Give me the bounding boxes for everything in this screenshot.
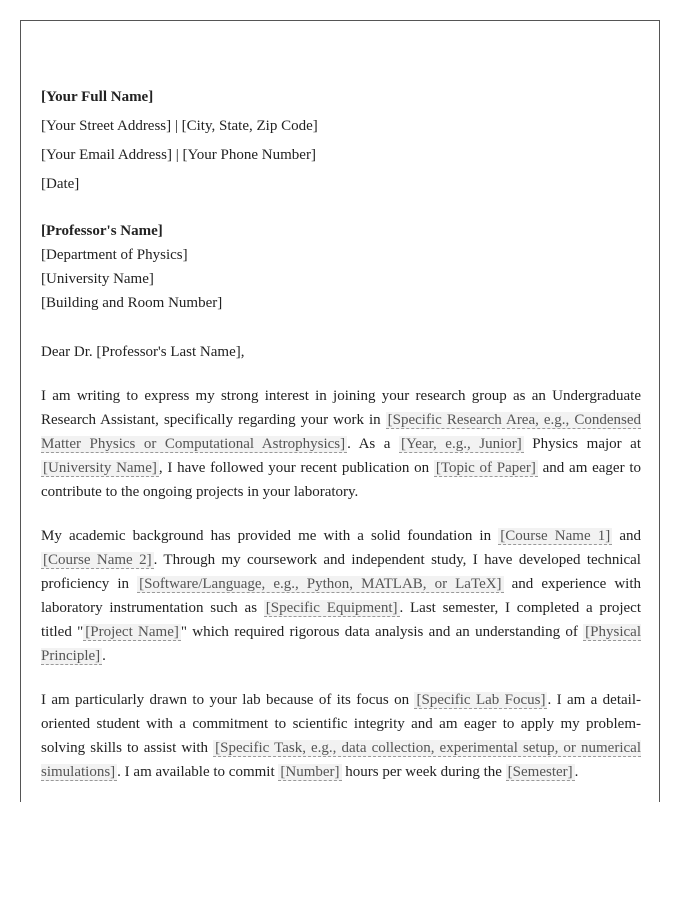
paragraph-text: . I am a detail-oriented student with a commitment to scientific integrity and am eager to apply my problem-solving skills to assist with (41, 692, 641, 756)
placeholder-lab-focus: [Specific Lab Focus] (416, 692, 546, 708)
placeholder-software: [Software/Language, e.g., Python, MATLAB, or LaTeX] (139, 576, 502, 592)
paragraph-text: I am particularly drawn to your lab because of its focus on (41, 692, 415, 708)
paragraph-text: Physics major at (523, 436, 642, 452)
sender-address: [Your Street Address] | [City, State, Zip Code] (41, 118, 318, 134)
paragraph-text: and experience with laboratory instrumentation such as (41, 576, 642, 616)
placeholder-course-1: [Course Name 1] (500, 528, 611, 544)
letter-page (20, 20, 660, 802)
placeholder-year: [Year, e.g., Junior] (400, 436, 522, 452)
paragraph-text: " which required rigorous data analysis and an understanding of (180, 624, 584, 640)
recipient-university: [University Name] (41, 271, 154, 287)
placeholder-university: [University Name] (43, 460, 157, 476)
paragraph-text: . As a (347, 436, 399, 452)
body-paragraph-1 (41, 384, 641, 504)
placeholder-semester: [Semester] (507, 764, 573, 780)
paragraph-text: My academic background has provided me with a solid foundation in (41, 528, 499, 544)
placeholder-specific-task: [Specific Task, e.g., data collection, experimental setup, or numerical simulations] (41, 740, 641, 780)
recipient-name: [Professor's Name] (41, 223, 163, 239)
paragraph-text: . (574, 764, 579, 780)
paragraph-text: . I am available to commit (117, 764, 279, 780)
paragraph-text: I am writing to express my strong interest in joining your research group as an Undergraduate Research Assistant, specifically regarding your work in (41, 388, 641, 428)
letter-content (41, 83, 641, 784)
paragraph-text: . (102, 648, 106, 664)
sender-contact: [Your Email Address] | [Your Phone Number] (41, 147, 316, 163)
placeholder-paper-topic: [Topic of Paper] (435, 460, 536, 476)
recipient-block (41, 219, 641, 315)
paragraph-text: hours per week during the (341, 764, 506, 780)
sender-block (41, 83, 641, 199)
placeholder-research-area: [Specific Research Area, e.g., Condensed Matter Physics or Computational Astrophysics] (41, 412, 641, 452)
placeholder-project-name: [Project Name] (85, 624, 179, 640)
paragraph-text: . Through my coursework and independent study, I have developed technical proficiency in (41, 552, 641, 592)
recipient-department: [Department of Physics] (41, 247, 188, 263)
placeholder-course-2: [Course Name 2] (43, 552, 152, 568)
body-paragraph-3 (41, 688, 641, 784)
paragraph-text: and (612, 528, 641, 544)
salutation: Dear Dr. [Professor's Last Name], (41, 344, 245, 360)
sender-name: [Your Full Name] (41, 89, 154, 105)
letter-date: [Date] (41, 176, 80, 192)
paragraph-text: , I have followed your recent publication on (158, 460, 434, 476)
body-paragraph-2 (41, 524, 641, 668)
placeholder-hours: [Number] (280, 764, 340, 780)
placeholder-physical-principle: [Physical Principle] (41, 624, 641, 664)
placeholder-equipment: [Specific Equipment] (265, 600, 398, 616)
block-spacer (41, 199, 641, 219)
paragraph-text: and am eager to contribute to the ongoing projects in your laboratory. (41, 460, 641, 500)
paragraph-text: . Last semester, I completed a project titled " (41, 600, 641, 640)
recipient-building: [Building and Room Number] (41, 295, 223, 311)
